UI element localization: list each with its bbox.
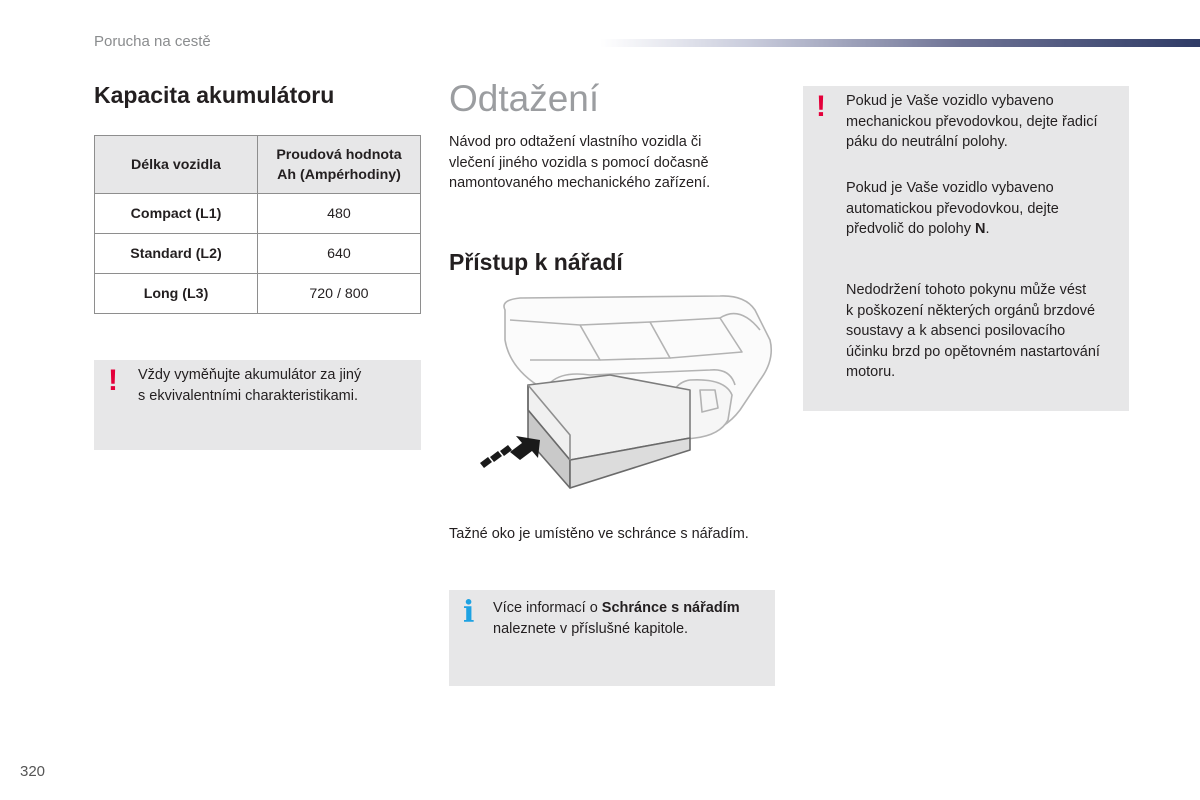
table-row bbox=[95, 194, 421, 234]
info-prefix: Více informací o bbox=[493, 600, 602, 616]
warning-line-prefix: předvolič do polohy bbox=[846, 221, 975, 237]
battery-title: Kapacita akumulátoru bbox=[94, 82, 335, 108]
warning-line: soustavy a k absenci posilovacího bbox=[846, 323, 1066, 339]
battery-warning-text bbox=[138, 365, 413, 406]
warning-line: mechanickou převodovkou, dejte řadicí bbox=[846, 113, 1098, 130]
intro-line: Návod pro odtažení vlastního vozidla či bbox=[449, 134, 702, 150]
exclamation-icon: ! bbox=[816, 90, 826, 123]
gearbox-warning-box bbox=[803, 86, 1129, 411]
column-header-capacity-line2: Ah (Ampérhodiny) bbox=[277, 166, 401, 183]
warning-line: motoru. bbox=[846, 364, 896, 380]
exclamation-icon: ! bbox=[108, 364, 118, 397]
warning-line: Vždy vyměňujte akumulátor za jiný bbox=[138, 367, 362, 383]
tools-access-title: Přístup k nářadí bbox=[449, 249, 623, 275]
page-number: 320 bbox=[20, 763, 46, 780]
gearbox-warning-para2 bbox=[846, 178, 1126, 240]
row-capacity: 720 / 800 bbox=[258, 274, 421, 314]
info-line-1 bbox=[493, 598, 768, 619]
info-icon: i bbox=[463, 595, 475, 630]
warning-line: Nedodržení tohoto pokynu může vést bbox=[846, 282, 1087, 298]
battery-table bbox=[94, 135, 421, 314]
intro-line: namontovaného mechanického zařízení. bbox=[449, 175, 711, 191]
towing-intro bbox=[449, 132, 769, 194]
row-length: Compact (L1) bbox=[95, 194, 258, 234]
warning-line: k poškození některých orgánů brzdové bbox=[846, 302, 1096, 319]
warning-line: automatickou převodovkou, dejte bbox=[846, 200, 1059, 217]
table-row bbox=[95, 274, 421, 314]
warning-line bbox=[846, 219, 1126, 240]
row-length: Long (L3) bbox=[95, 274, 258, 314]
warning-line-suffix: . bbox=[985, 221, 990, 237]
row-capacity: 480 bbox=[258, 194, 421, 234]
warning-line: Pokud je Vaše vozidlo vybaveno bbox=[846, 180, 1054, 196]
info-box bbox=[449, 590, 775, 686]
column-header-length: Délka vozidla bbox=[95, 136, 258, 194]
seat-storage-box-illustration bbox=[470, 290, 780, 495]
column-header-capacity bbox=[258, 136, 421, 194]
section-header: Porucha na cestě bbox=[94, 33, 211, 50]
table-row bbox=[95, 234, 421, 274]
gear-position-n: N bbox=[974, 221, 986, 237]
info-text bbox=[493, 598, 768, 639]
intro-line: vlečení jiného vozidla s pomocí dočasně bbox=[449, 154, 709, 171]
gearbox-warning-para3 bbox=[846, 280, 1126, 383]
row-length: Standard (L2) bbox=[95, 234, 258, 274]
warning-line: páku do neutrální polohy. bbox=[846, 134, 1008, 150]
gearbox-warning-para1 bbox=[846, 91, 1126, 153]
warning-line: Pokud je Vaše vozidlo vybaveno bbox=[846, 93, 1054, 109]
column-header-capacity-line1: Proudová hodnota bbox=[276, 146, 402, 163]
warning-line: účinku brzd po opětovném nastartování bbox=[846, 343, 1100, 360]
info-line-2: naleznete v příslušné kapitole. bbox=[493, 620, 689, 637]
towing-title: Odtažení bbox=[449, 78, 600, 119]
warning-line: s ekvivalentními charakteristikami. bbox=[138, 387, 358, 404]
row-capacity: 640 bbox=[258, 234, 421, 274]
table-header-row bbox=[95, 136, 421, 194]
header-decor-bar bbox=[600, 39, 1200, 47]
tools-caption: Tažné oko je umístěno ve schránce s nářadím. bbox=[449, 526, 749, 542]
info-bold-link: Schránce s nářadím bbox=[601, 600, 740, 616]
battery-warning-box bbox=[94, 360, 421, 450]
